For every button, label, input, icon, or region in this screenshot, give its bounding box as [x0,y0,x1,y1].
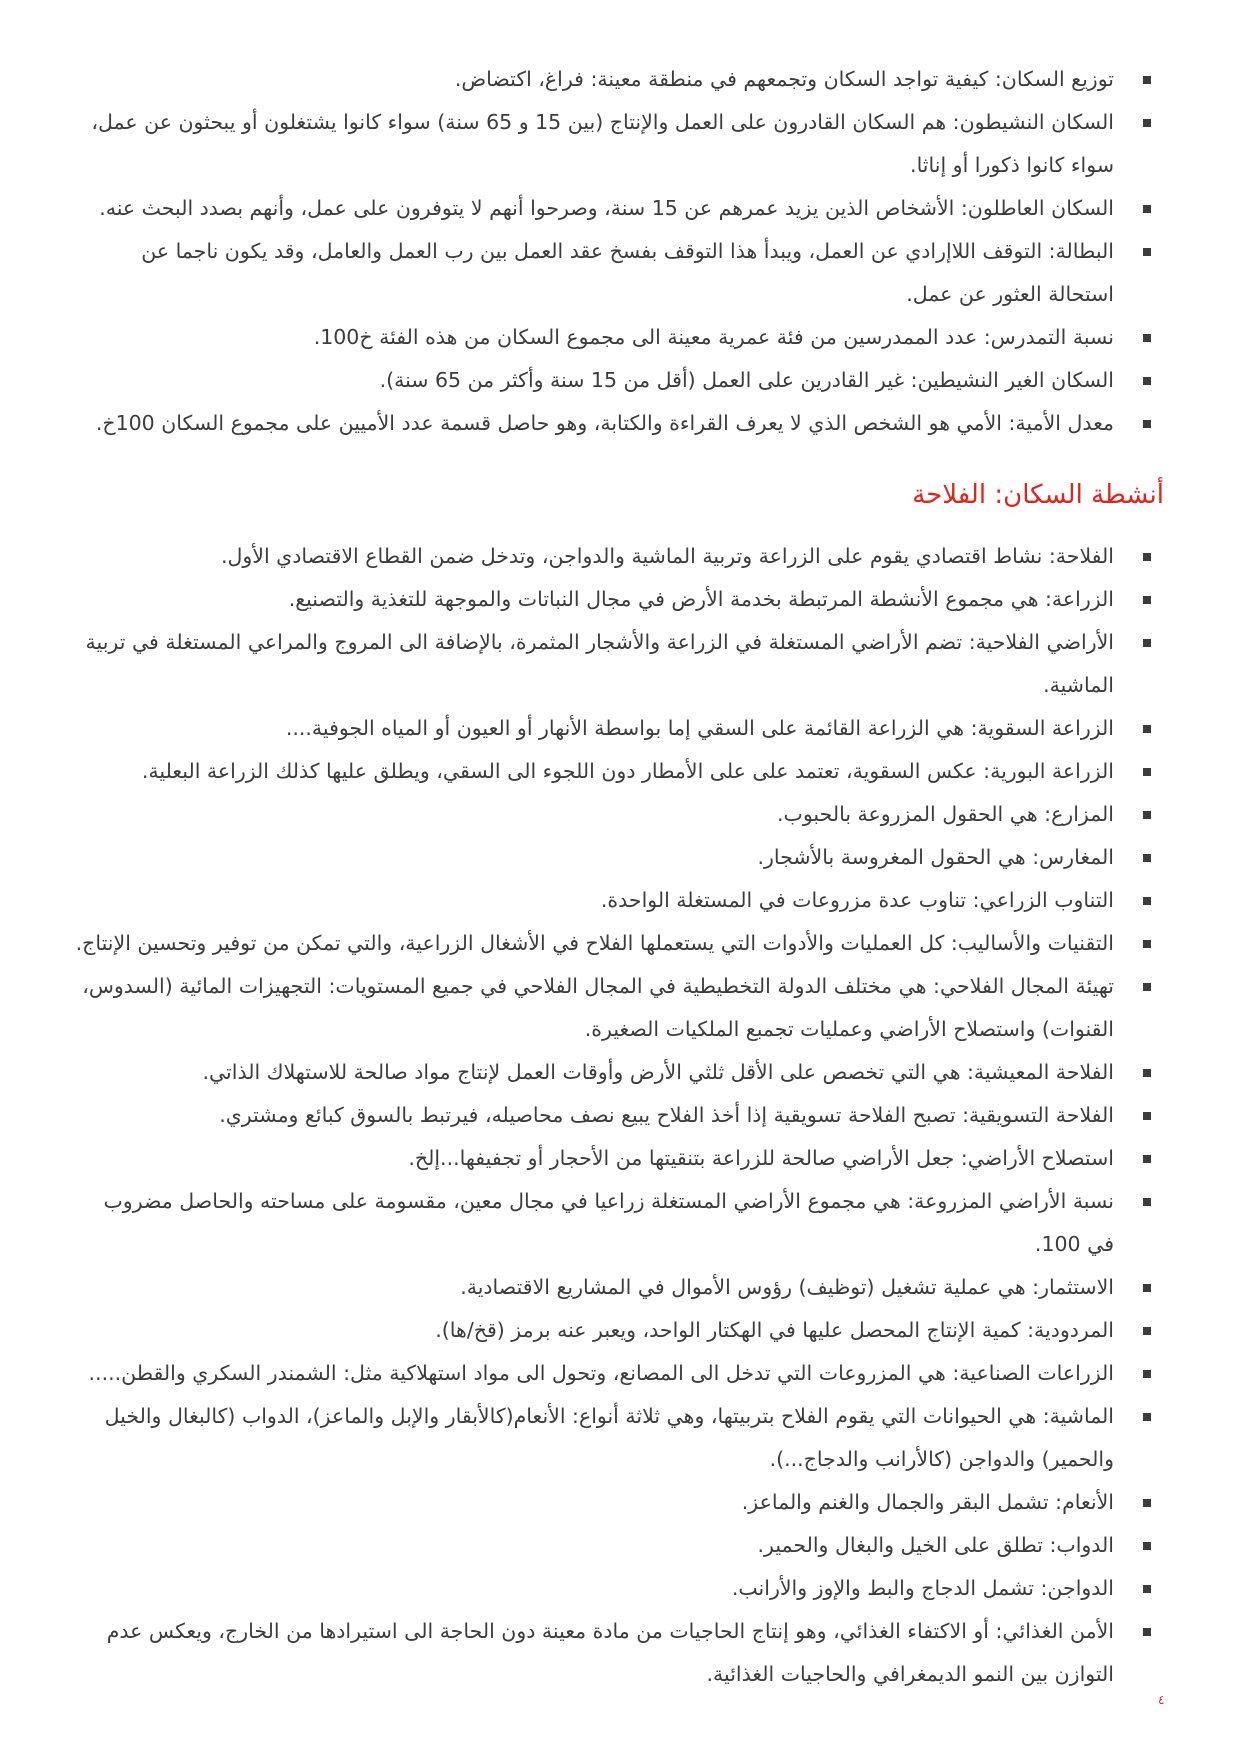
term-text: الماشية: هي الحيوانات التي يقوم الفلاح بتربيتها، وهي ثلاثة أنواع: الأنعام(كالأبقار والإبل والماعز)، الدواب (كالبغال والخيل والحمير) والدواجن (كالأرانب والدجاج...). [104,1404,1114,1471]
square-bullet-icon [1143,897,1151,905]
list-item [74,1567,1114,1610]
term-text: البطالة: التوقف اللاإرادي عن العمل، ويبدأ هذا التوقف بفسخ عقد العمل بين رب العمل والعامل، وقد يكون ناجما عن استحالة العثور عن عمل. [141,239,1114,306]
term-text: معدل الأمية: الأمي هو الشخص الذي لا يعرف القراءة والكتابة، وهو حاصل قسمة عدد الأميين على مجموع السكان 100خ. [95,411,1114,435]
term-text: نسبة التمدرس: عدد الممدرسين من فئة عمرية معينة الى مجموع السكان من هذه الفئة خ100. [313,325,1114,349]
term-text: التقنيات والأساليب: كل العمليات والأدوات التي يستعملها الفلاح في الأشغال الزراعية، والتي تمكن من توفير وتحسين الإنتاج. [75,931,1114,955]
list-item [74,58,1114,101]
term-text: الفلاحة: نشاط اقتصادي يقوم على الزراعة وتربية الماشية والدواجن، وتدخل ضمن القطاع الاقتصادي الأول. [220,544,1114,568]
section-title: أنشطة السكان: الفلاحة [912,480,1164,510]
square-bullet-icon [1143,205,1151,213]
square-bullet-icon [1143,248,1151,256]
list-item [74,1352,1114,1395]
list-item [74,1524,1114,1567]
square-bullet-icon [1143,811,1151,819]
square-bullet-icon [1143,596,1151,604]
term-text: الأنعام: تشمل البقر والجمال والغنم والماعز. [741,1490,1114,1514]
agriculture-terms-list [74,535,1164,1696]
list-item [74,1610,1114,1696]
list-item [74,578,1114,621]
term-text: التناوب الزراعي: تناوب عدة مزروعات في المستغلة الواحدة. [600,888,1114,912]
square-bullet-icon [1143,1112,1151,1120]
list-item [74,1137,1114,1180]
list-item [74,187,1114,230]
square-bullet-icon [1143,725,1151,733]
document-page [74,58,1164,1696]
list-item [74,965,1114,1051]
square-bullet-icon [1143,334,1151,342]
square-bullet-icon [1143,1284,1151,1292]
list-item [74,1309,1114,1352]
list-item [74,836,1114,879]
list-item [74,793,1114,836]
term-text: الزراعات الصناعية: هي المزروعات التي تدخل الى المصانع، وتحول الى مواد استهلاكية مثل: الشمندر السكري والقطن..... [88,1361,1114,1385]
term-text: توزيع السكان: كيفية تواجد السكان وتجمعهم في منطقة معينة: فراغ، اكتضاض. [454,67,1114,91]
list-item [74,230,1114,316]
term-text: تهيئة المجال الفلاحي: هي مختلف الدولة التخطيطية في المجال الفلاحي في جميع المستويات: التجهيزات المائية (السدوس، القنوات) واستصلاح الأراضي وعمليات تجمبع الملكيات الصغيرة. [82,974,1114,1041]
list-item [74,1395,1114,1481]
term-text: الفلاحة التسويقية: تصبح الفلاحة تسويقية إذا أخذ الفلاح يبيع نصف محاصيله، فيرتبط بالسوق كبائع ومشتري. [219,1103,1114,1127]
list-item [74,922,1114,965]
term-text: السكان الغير النشيطين: غير القادرين على العمل (أقل من 15 سنة وأكثر من 65 سنة). [379,368,1114,392]
term-text: الزراعة: هي مجموع الأنشطة المرتبطة بخدمة الأرض في مجال النباتات والموجهة للتغذية والتصنيع. [288,587,1114,611]
list-item [74,101,1114,187]
square-bullet-icon [1143,1585,1151,1593]
list-item [74,750,1114,793]
list-item [74,402,1114,445]
square-bullet-icon [1143,768,1151,776]
term-text: الاستثمار: هي عملية تشغيل (توظيف) رؤوس الأموال في المشاريع الاقتصادية. [460,1275,1114,1299]
term-text: نسبة الأراضي المزروعة: هي مجموع الأراضي المستغلة زراعيا في مجال معين، مقسومة على مساحته والحاصل مضروب في 100. [103,1189,1114,1256]
list-item [74,1180,1114,1266]
square-bullet-icon [1143,1542,1151,1550]
term-text: المزارع: هي الحقول المزروعة بالحبوب. [777,802,1114,826]
page-number: ٤ [1158,1693,1165,1707]
list-item [74,1266,1114,1309]
term-text: الأمن الغذائي: أو الاكتفاء الغذائي، وهو إنتاج الحاجيات من مادة معينة دون الحاجة الى استيرادها من الخارج، ويعكس عدم التوازن بين النمو الديمغرافي والحاجيات الغذائية. [106,1619,1114,1686]
square-bullet-icon [1143,553,1151,561]
square-bullet-icon [1143,639,1151,647]
term-text: الدواجن: تشمل الدجاج والبط والإوز والأرانب. [731,1576,1114,1600]
term-text: الفلاحة المعيشية: هي التي تخصص على الأقل ثلثي الأرض وأوقات العمل لإنتاج مواد صالحة للاستهلاك الذاتي. [202,1060,1114,1084]
list-item [74,879,1114,922]
term-text: الأراضي الفلاحية: تضم الأراضي المستغلة في الزراعة والأشجار المثمرة، بالإضافة الى المروج والمراعي المستغلة في تربية الماشية. [85,630,1114,697]
list-item [74,1481,1114,1524]
list-item [74,535,1114,578]
list-item [74,316,1114,359]
population-terms-list [74,58,1164,445]
square-bullet-icon [1143,1370,1151,1378]
term-text: السكان العاطلون: الأشخاص الذين يزيد عمرهم عن 15 سنة، وصرحوا أنهم لا يتوفرون على عمل، وأنهم بصدد البحث عنه. [99,196,1114,220]
square-bullet-icon [1143,76,1151,84]
square-bullet-icon [1143,1413,1151,1421]
term-text: الدواب: تطلق على الخيل والبغال والحمير. [757,1533,1114,1557]
square-bullet-icon [1143,1628,1151,1636]
list-item [74,1094,1114,1137]
list-item [74,359,1114,402]
term-text: استصلاح الأراضي: جعل الأراضي صالحة للزراعة بتنقيتها من الأحجار أو تجفيفها...إلخ. [408,1146,1114,1170]
term-text: السكان النشيطون: هم السكان القادرون على العمل والإنتاج (بين 15 و 65 سنة) سواء كانوا يشتغلون أو يبحثون عن عمل، سواء كانوا ذكورا أو إناثا. [91,110,1114,177]
square-bullet-icon [1143,1327,1151,1335]
square-bullet-icon [1143,119,1151,127]
term-text: الزراعة السقوية: هي الزراعة القائمة على السقي إما بواسطة الأنهار أو العيون أو المياه الجوفية.... [285,716,1114,740]
term-text: المردودية: كمية الإنتاج المحصل عليها في الهكتار الواحد، ويعبر عنه برمز (قخ/ها). [435,1318,1114,1342]
square-bullet-icon [1143,940,1151,948]
square-bullet-icon [1143,1069,1151,1077]
term-text: المغارس: هي الحقول المغروسة بالأشجار. [757,845,1114,869]
square-bullet-icon [1143,1499,1151,1507]
square-bullet-icon [1143,377,1151,385]
square-bullet-icon [1143,1198,1151,1206]
list-item [74,621,1114,707]
term-text: الزراعة البورية: عكس السقوية، تعتمد على على الأمطار دون اللجوء الى السقي، ويطلق عليها كذلك الزراعة البعلية. [141,759,1114,783]
square-bullet-icon [1143,420,1151,428]
square-bullet-icon [1143,1155,1151,1163]
list-item [74,707,1114,750]
square-bullet-icon [1143,983,1151,991]
list-item [74,1051,1114,1094]
square-bullet-icon [1143,854,1151,862]
